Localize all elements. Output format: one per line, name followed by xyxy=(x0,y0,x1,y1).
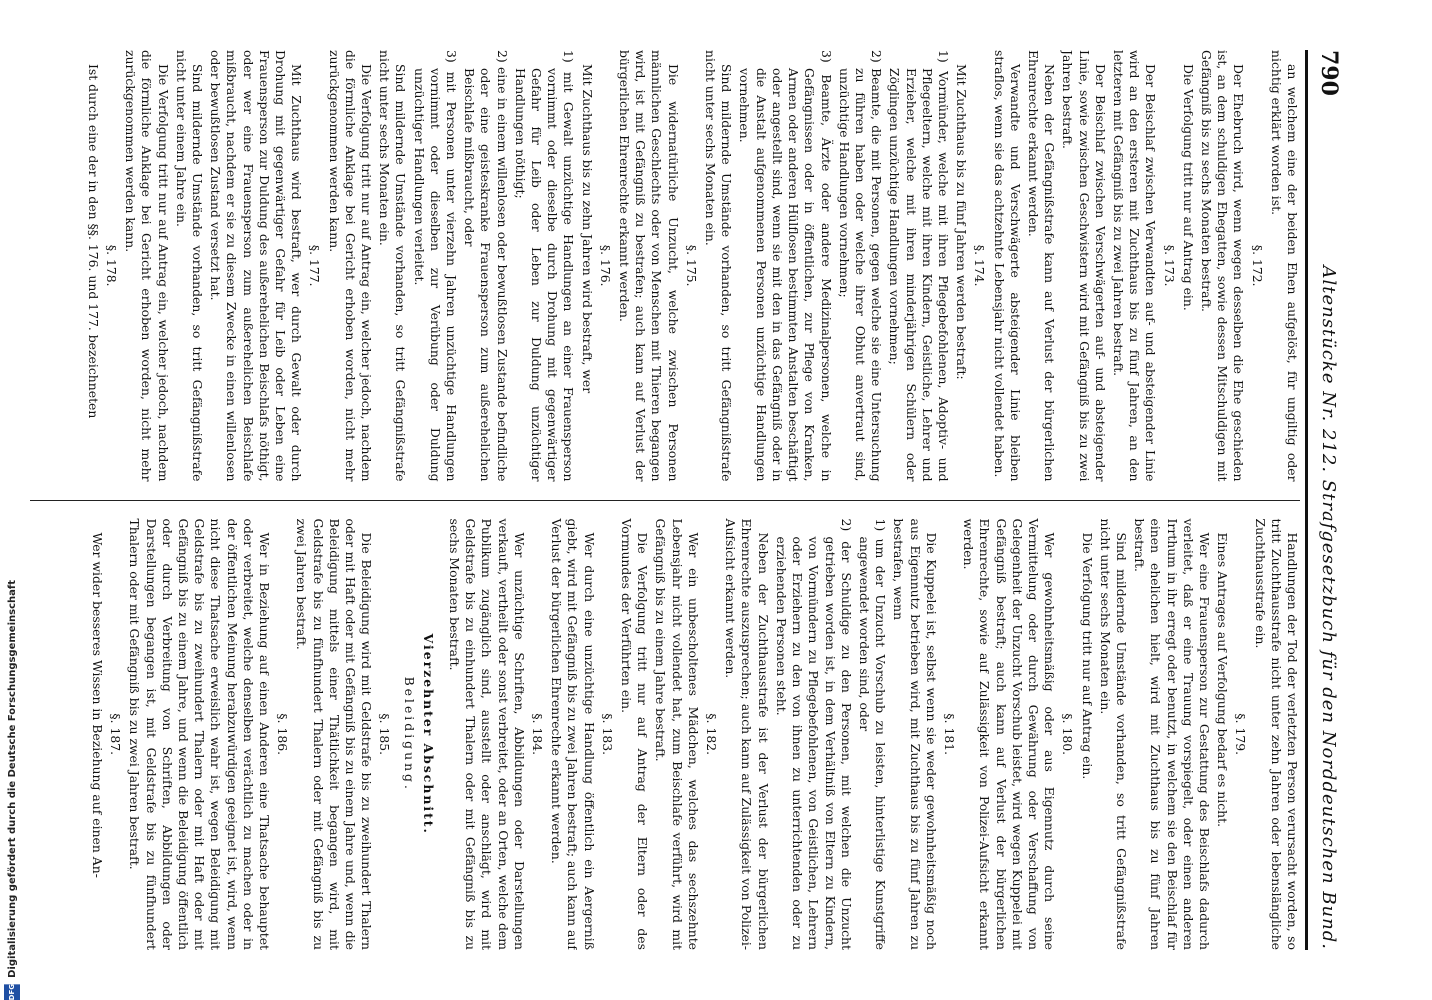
list-item: 1) mit Gewalt unzüchtige Handlungen an einer Frauensperson vornimmt oder dieselbe durch Drohung mit gegenwärtiger Gefahr für Leib oder Leben zur Duldung unzüchtiger Handlungen nöthigt; xyxy=(512,50,577,482)
paragraph: Wer in Beziehung auf einen Anderen eine Thatsache behauptet oder verbreitet, welche denselben verächtlich zu machen oder in der öffentlichen Meinung herabzuwürdigen geeignet ist, wird, wenn nicht diese Thatsache erweislich wahr ist, wegen Beleidigung mit Geldstrafe bis zu zweihundert Thalern oder mit Haft oder mit Gefängniß bis zu einem Jahre, und wenn die Beleidigung öffentlich oder durch Verbreitung von Schriften, Abbildungen oder Darstellungen begangen ist, mit Geldstrafe bis zu fünfhundert Thalern oder mit Gefängniß bis zu zwei Jahren bestraft. xyxy=(127,518,273,950)
paragraph: Die widernatürliche Unzucht, welche zwischen Personen männlichen Geschlechts oder von Menschen mit Thieren begangen wird, ist mit Gefängniß zu bestrafen; auch kann auf Verlust der bürgerlichen Ehrenrechte erkannt werden. xyxy=(617,50,681,482)
paragraph: Der Beischlaf zwischen Verwandten auf- und absteigender Linie wird an den ersteren mit Zuchthaus bis zu fünf Jahren, an den letzteren mit Gefängniß bis zu zwei Jahren bestraft. xyxy=(1110,50,1159,482)
paragraph: Verwandte und Verschwägerte absteigender Linie bleiben straflos, wenn sie das achtzehnte Lebensjahr nicht vollendet haben. xyxy=(991,50,1023,482)
paragraph: Sind mildernde Umstände vorhanden, so tritt Gefängnißstrafe nicht unter sechs Monaten ein. xyxy=(703,50,735,482)
paragraph: an welchem eine der beiden Ehen aufgelöst, für ungiltig oder nichtig erklärt worden ist. xyxy=(1268,50,1300,482)
list-item: 3) Beamte, Ärzte oder andere Medizinalpersonen, welche in Gefängnissen oder in öffentlichen, zur Pflege von Kranken, Armen oder anderen Hülflosen bestimmten Anstalten beschäftigt oder angestellt sind, wenn sie mit den in das Gefängniß oder in die Anstalt aufgenommenen Personen unzüchtige Handlungen vornehmen. xyxy=(737,50,834,482)
column-divider xyxy=(30,500,1300,501)
section-number: §. 173. xyxy=(1161,244,1177,287)
paragraph: Wer gewohnheitsmäßig oder aus Eigennutz durch seine Vermittelung oder durch Gewährung oder Verschaffung von Gelegenheit der Unzucht Vorschub leistet, wird wegen Kuppelei mit Gefängniß bestraft; auch kann auf Verlust der bürgerlichen Ehrenrechte, sowie auf Zulässigkeit von Polizei-Aufsicht erkannt werden. xyxy=(961,518,1058,950)
section-number: §. 186. xyxy=(275,713,291,756)
paragraph: Mit Zuchthaus bis zu fünf Jahren werden bestraft: xyxy=(954,64,970,380)
text-columns xyxy=(30,50,1300,950)
paragraph: Ist durch eine der in den §§. 176. und 177. bezeichneten xyxy=(85,64,101,419)
dfg-logo-icon: DFG xyxy=(4,984,20,1000)
paragraph: Eines Antrages auf Verfolgung bedarf es nicht. xyxy=(1215,532,1231,828)
paragraph: Die Kuppelei ist, selbst wenn sie weder gewohnheitsmäßig noch aus Eigennutz betrieben wird, mit Zuchthaus bis zu fünf Jahren zu bestrafen, wenn xyxy=(891,518,939,950)
paragraph: Der Beischlaf zwischen Verschwägerten auf- und absteigender Linie, sowie zwischen Geschwistern wird mit Gefängniß bis zu zwei Jahren bestraft. xyxy=(1060,50,1108,482)
paragraph: Neben der Zuchthausstrafe ist der Verlust der bürgerlichen Ehrenrechte auszusprechen; auch kann auf Zulässigkeit von Polizei-Aufsicht erkannt werden. xyxy=(723,518,771,950)
list-item: 1) Vormünder, welche mit ihren Pflegebefohlenen, Adoptiv- und Pflegeeltern, welche mit ihren Kindern, Geistliche, Lehrer und Erzieher, welche mit ihren minderjährigen Schülern oder Zöglingen unzüchtige Handlungen vornehmen; xyxy=(887,50,951,482)
section-number: §. 178. xyxy=(103,244,119,287)
running-title: Altenstücke Nr. 212. Strafgesetzbuch für den Norddeutschen Bund. xyxy=(1318,265,1340,950)
list-item: 2) Beamte, die mit Personen, gegen welche sie eine Untersuchung zu führen haben oder welche ihrer Obhut anvertraut sind, unzüchtige Handlungen vornehmen; xyxy=(836,50,885,482)
paragraph: Neben der Gefängnißstrafe kann auf Verlust der bürgerlichen Ehrenrechte erkannt werden. xyxy=(1025,50,1058,482)
list-item: 2) eine in einem willenlosen oder bewußtlosen Zustande befindliche oder eine geisteskranke Frauensperson zum außerehelichen Beischlafe mißbraucht, oder xyxy=(462,50,510,482)
paragraph: Wer wider besseres Wissen in Beziehung auf einen An- xyxy=(89,532,105,878)
paragraph: Die Verfolgung tritt nur auf Antrag ein, welcher jedoch, nachdem die förmliche Anklage bei Gericht erhoben worden, nicht mehr zurückgenommen werden kann. xyxy=(326,50,375,482)
left-column xyxy=(30,50,1300,482)
credit-text: Digitalisierung gefördert durch die Deutsche Forschungsgemeinschaft xyxy=(6,579,18,978)
paragraph: Die Verfolgung tritt nur auf Antrag ein. xyxy=(1180,64,1196,311)
section-number: §. 182. xyxy=(704,713,720,756)
page-header xyxy=(1305,50,1350,950)
paragraph: Die Verfolgung tritt nur auf Antrag ein, welcher jedoch, nachdem die förmliche Anklage bei Gericht erhoben worden, nicht mehr zurückgenommen werden kann. xyxy=(123,50,171,482)
section-number: §. 185. xyxy=(377,713,393,756)
paragraph: Die Beleidigung wird mit Geldstrafe bis zu zweihundert Thalern oder mit Haft oder mit Gefängniß bis zu einem Jahre und, wenn die Beleidigung mittels einer Thätlichkeit begangen wird, mit Geldstrafe bis zu fünfhundert Thalern oder mit Gefängniß bis zu zwei Jahren bestraft. xyxy=(294,518,375,950)
paragraph: Mit Zuchthaus wird bestraft, wer durch Gewalt oder durch Drohung mit gegenwärtiger Gefahr für Leib oder Leben eine Frauensperson zur Duldung des außerehelichen Beischlafs nöthigt, oder wer eine Frauensperson zum außerehelichen Beischlafe mißbraucht, nachdem er sie zu diesem Zwecke in einen willenlosen oder bewußtlosen Zustand versetzt hat. xyxy=(208,50,305,482)
paragraph: Wer eine Frauensperson zur Gestattung des Beischlafs dadurch verleitet, daß er eine Trauung vorspiegelt, oder einen anderen Irrthum in ihr erregt oder benutzt, in welchem sie den Beischlaf für einen ehelichen hielt, wird mit Zuchthaus bis zu fünf Jahren bestraft. xyxy=(1132,518,1212,950)
paragraph: Sind mildernde Umstände vorhanden, so tritt Gefängnißstrafe nicht unter sechs Monaten ein. xyxy=(377,50,409,482)
paragraph: Sind mildernde Umstände vorhanden, so tritt Gefängnißstrafe nicht unter sechs Monaten ein. xyxy=(1097,518,1129,950)
section-number: §. 180. xyxy=(1060,713,1076,756)
section-number: §. 183. xyxy=(599,713,615,756)
list-item: 2) der Schuldige zu den Personen, mit welchen die Unzucht getrieben worden ist, in dem Verhältniß von Eltern zu Kindern, von Vormündern zu Pflegebefohlenen, von Geistlichen, Lehrern oder Erziehern zu den von ihnen zu unterrichtenden oder zu erziehenden Personen steht. xyxy=(773,518,854,950)
document-page xyxy=(0,10,1400,990)
paragraph: Der Ehebruch wird, wenn wegen desselben die Ehe geschieden ist, an dem schuldigen Ehegatten, sowie dessen Mitschuldigen mit Gefängniß bis zu sechs Monaten bestraft. xyxy=(1198,50,1247,482)
paragraph: Die Verfolgung tritt nur auf Antrag ein. xyxy=(1079,532,1095,780)
chapter-title: Vierzehnter Abschnitt. xyxy=(420,633,436,835)
section-number: §. 184. xyxy=(530,713,546,756)
paragraph: Mit Zuchthaus bis zu zehn Jahren wird bestraft, wer xyxy=(579,64,595,394)
list-item: 1) um der Unzucht Vorschub zu leisten, hinterlistige Kunstgriffe angewendet worden sind, oder xyxy=(856,518,889,950)
page-number: 790 xyxy=(1316,50,1342,96)
section-number: §. 175. xyxy=(683,244,699,287)
section-number: §. 181. xyxy=(941,713,957,756)
digitization-credit xyxy=(0,579,24,1000)
paragraph: Wer durch eine unzüchtige Handlung öffentlich ein Aergerniß giebt, wird mit Gefängniß bis zu zwei Jahren bestraft; auch kann auf Verlust der bürgerlichen Ehrenrechte erkannt werden. xyxy=(549,518,597,950)
paragraph: Die Verfolgung tritt nur auf Antrag der Eltern oder des Vormundes der Verführten ein. xyxy=(619,518,651,950)
paragraph: Handlungen der Tod der verletzten Person verursacht worden, so tritt Zuchthausstrafe nicht unter zehn Jahren oder lebenslängliche Zuchthausstrafe ein. xyxy=(1252,518,1300,950)
section-number: §. 176. xyxy=(597,244,613,287)
section-number: §. 172. xyxy=(1249,244,1265,287)
list-item: 3) mit Personen unter vierzehn Jahren unzüchtige Handlungen vornimmt oder dieselben zur Verübung oder Duldung unzüchtiger Handlungen verleitet. xyxy=(411,50,460,482)
section-number: §. 177. xyxy=(307,244,323,287)
section-number: §. 179. xyxy=(1233,713,1249,756)
chapter-subtitle: Beleidigung. xyxy=(401,676,417,792)
paragraph: Wer ein unbescholtenes Mädchen, welches das sechszehnte Lebensjahr nicht vollendet hat, zum Beischlafe verführt, wird mit Gefängniß bis zu einem Jahre bestraft. xyxy=(653,518,701,950)
right-column xyxy=(30,519,1300,951)
paragraph: Wer unzüchtige Schriften, Abbildungen oder Darstellungen verkauft, vertheilt oder sonst verbreitet, oder an Orten, welche dem Publikum zugänglich sind, ausstellt oder anschlägt, wird mit Geldstrafe bis zu einhundert Thalern oder mit Gefängniß bis zu sechs Monaten bestraft. xyxy=(447,518,527,950)
section-number: §. 187. xyxy=(108,713,124,756)
section-number: §. 174. xyxy=(972,244,988,287)
paragraph: Sind mildernde Umstände vorhanden, so tritt Gefängnißstrafe nicht unter einem Jahre ein. xyxy=(173,50,205,482)
